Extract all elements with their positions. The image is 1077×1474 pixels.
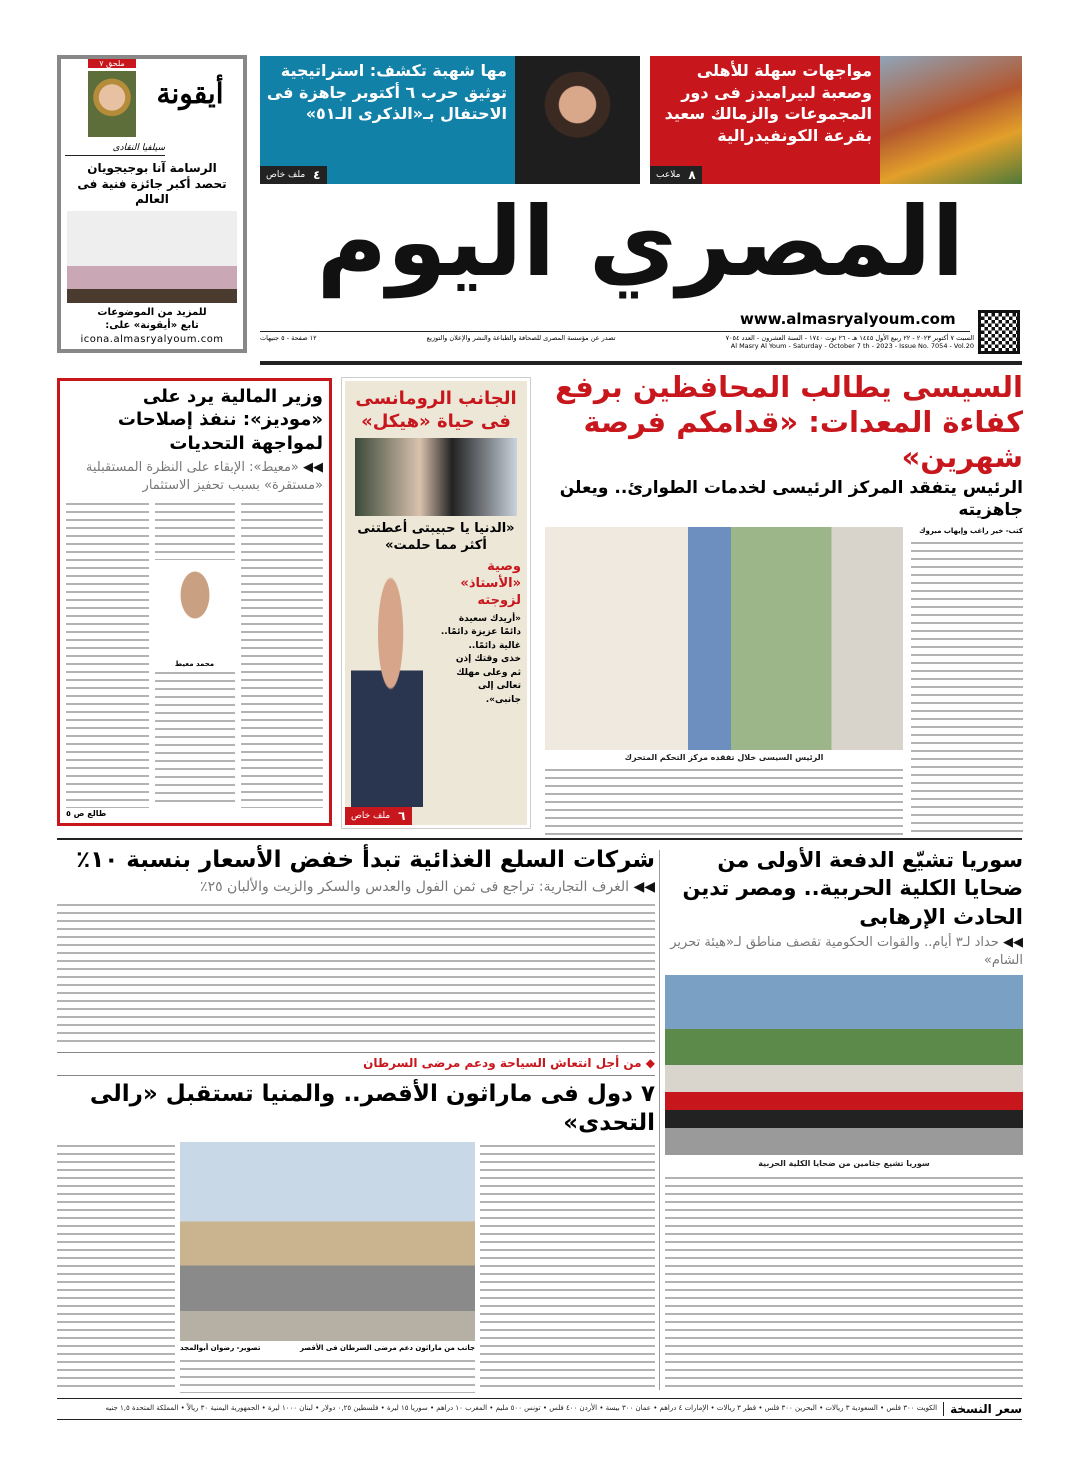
artwork-photo	[67, 211, 237, 303]
football-photo	[880, 56, 1022, 184]
heikal-page-tag: ٦ ملف خاص	[345, 807, 412, 825]
icona-logo: أيقونة	[156, 77, 224, 110]
syria-funeral-photo	[665, 975, 1023, 1155]
moodys-subhead: ◀◀ «معيط»: الإبقاء على النظرة المستقبلية «مستقرة» بسبب تحفيز الاستثمار	[85, 460, 323, 494]
moodys-body-bottom	[155, 669, 235, 807]
icona-headline-1: الرسامة آنا بوجيجويان	[87, 161, 217, 175]
moodys-body	[241, 500, 324, 808]
lead-story	[545, 370, 1023, 836]
moodys-box[interactable]	[57, 378, 332, 826]
syria-subhead: ◀◀ حداد لـ٣ أيام.. والقوات الحكومية تقصف مناطق لـ«هيئة تحرير الشام»	[670, 935, 1023, 969]
marathon-body-right	[480, 1142, 655, 1393]
icona-headline-2: تحصد أكبر جائزة فنية فى العالم	[77, 176, 227, 207]
supplement-tag: ملحق ٧	[88, 59, 136, 68]
masthead-logo: المصري اليوم	[316, 186, 965, 298]
diamond-icon: ◆	[641, 1056, 655, 1070]
heikal-letter: «أريدك سعيدة دائمًا عزيزة دائمًا.. غالية دائمًا.. خذى وقتك إذن ثم وعلى مهلك تعالى إلى جانبى».	[440, 613, 521, 705]
heikal-quote: «الدنيا يا حبيبتى أعطتنى أكثر مما حلمت»	[357, 520, 515, 554]
arrow-icon: ◀◀	[298, 460, 323, 476]
arrow-icon: ◀◀	[629, 878, 655, 895]
price-list: الكويت ٣٠٠ فلس • السعودية ٣ ريالات • البحرين ٣٠٠ فلس • قطر ٣ ريالات • الإمارات ٤ دراهم • عمان ٣٠٠ بيسة • الأردن ٤٠٠ فلس • تونس ٥٠٠ مليم • المغرب ١٠ دراهم • سوريا ١٥ ليرة • فلسطين ٠,٢٥ دولار • لبنان ١٠٠٠ ليرة • الجمهورية اليمنية ٣٠ ريالاً • المملكة المتحدة ١,٥ جنيه	[105, 1404, 938, 1413]
maait-photo	[155, 560, 235, 660]
lead-body-column	[911, 539, 1023, 836]
marathon-story	[57, 1055, 655, 1393]
sports-teaser[interactable]	[650, 56, 1022, 184]
october-war-headline: مها شهبة تكشف: استراتيجية توثيق حرب ٦ أكتوبر جاهزة فى الاحتفال بـ«الذكرى الـ٥١»	[266, 61, 507, 124]
sports-page-tag: ٨ ملاعب	[650, 166, 702, 184]
website-url[interactable]: www.almasryalyoum.com	[740, 310, 956, 328]
lead-byline: كتب- خير راغب وإيهاب مبروك	[919, 526, 1023, 535]
heikal-headline: الجانب الرومانسى فى حياة «هيكل»	[355, 388, 517, 433]
follow-label: تابع «أيقونة» على:	[105, 320, 199, 331]
issue-info-arabic: السبت ٧ أكتوبر ٢٠٢٣ - ٢٢ ربيع الأول ١٤٤٥ هـ - ٢٦ توت ١٧٤٠ - السنة العشرون - العدد ٧٠٥٤	[725, 334, 974, 342]
october-war-teaser[interactable]	[260, 56, 640, 184]
more-topics-label: للمزيد من الموضوعات	[97, 306, 207, 318]
moodys-continued[interactable]: طالع ص ٥	[66, 808, 107, 818]
columnist-photo	[88, 71, 136, 137]
heikal-box[interactable]	[342, 378, 530, 828]
maha-shahba-photo	[515, 56, 640, 184]
marathon-headline[interactable]: ٧ دول فى ماراثون الأقصر.. والمنيا تستقبل «رالى التحدى»	[89, 1080, 655, 1136]
publisher-info: تصدر عن مؤسسة المصرى للصحافة والطباعة والنشر والإعلان والتوزيع	[426, 334, 616, 342]
maait-caption: محمد معيط	[174, 659, 215, 668]
heikal-portrait	[351, 559, 423, 807]
moodys-body-top	[155, 500, 235, 560]
pages-price: ١٢ صفحة - ٥ جنيهات	[260, 334, 317, 342]
price-bar	[57, 1398, 1022, 1420]
food-body	[57, 901, 655, 1048]
issue-info-english: Al Masry Al Youm - Saturday - October 7 th - 2023 - Issue No. 7054 - Vol.20	[730, 342, 974, 350]
issue-info-bar	[260, 334, 974, 350]
sisi-control-center-photo	[545, 527, 903, 750]
syria-headline[interactable]: سوريا تشيّع الدفعة الأولى من ضحايا الكلية الحربية.. ومصر تدين الحادث الإرهابى	[682, 848, 1023, 929]
price-label: سعر النسخة	[943, 1402, 1022, 1416]
october-page-tag: ٤ ملف خاص	[260, 166, 327, 184]
luxor-marathon-photo	[180, 1142, 475, 1341]
qr-code	[978, 310, 1020, 354]
photo-credit: تصوير- رضوان أبوالمجد	[180, 1344, 261, 1353]
moodys-headline: وزير المالية يرد على «موديز»: ننفذ إصلاحات لمواجهة التحديات	[117, 386, 323, 454]
food-prices-subhead: ◀◀ الغرف التجارية: تراجع فى ثمن الفول والعدس والسكر والزيت والألبان ٢٥٪	[200, 878, 655, 895]
syria-body	[665, 1174, 1023, 1392]
marathon-photo-caption: جانب من ماراثون دعم مرضى السرطان فى الأقصر	[300, 1344, 475, 1353]
icona-url[interactable]: icona.almasryalyoum.com	[80, 333, 224, 345]
arrow-icon: ◀◀	[998, 935, 1023, 951]
lead-photo-caption: الرئيس السيسى خلال تفقده مركز التحكم المتحرك	[624, 752, 824, 762]
heikal-subhead: وصية «الأستاذ» لزوجته	[460, 558, 521, 608]
lead-subhead: الرئيس يتفقد المركز الرئيسى لخدمات الطوارئ.. ويعلن جاهزيته	[559, 478, 1023, 520]
heikal-couple-photo	[355, 438, 517, 516]
syria-story	[665, 846, 1023, 1392]
signature: سيلفيا النقادى	[65, 143, 165, 156]
food-prices-headline[interactable]: شركات السلع الغذائية تبدأ خفض الأسعار بنسبة ١٠٪	[76, 847, 655, 873]
sports-headline: مواجهات سهلة للأهلى وصعبة لبيراميدز فى دور المجموعات والزمالك سعيد بقرعة الكونفيدرالية	[664, 61, 872, 145]
lead-headline[interactable]: السيسى يطالب المحافظين برفع كفاءة المعدات: «قدامكم فرصة شهرين»	[555, 370, 1023, 474]
lead-body-columns	[545, 766, 903, 836]
marathon-kicker: ◆ من أجل انتعاش السياحة ودعم مرضى السرطان	[57, 1055, 655, 1076]
marathon-body-bottom	[180, 1357, 475, 1393]
icona-box[interactable]	[57, 55, 247, 353]
marathon-body-left	[57, 1142, 175, 1393]
food-story	[57, 846, 655, 1048]
moodys-body-left	[66, 500, 149, 808]
syria-photo-caption: سوريا تشيع جثامين من ضحايا الكلية الحربية	[758, 1159, 930, 1169]
